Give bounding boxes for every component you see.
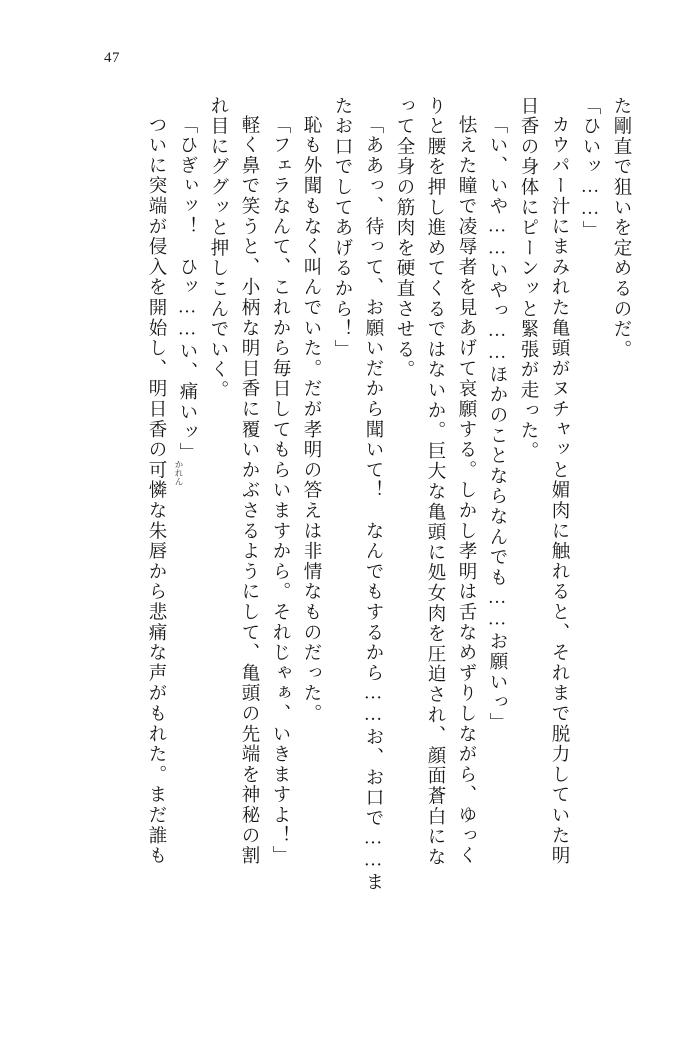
text-column: カウパー汁にまみれた亀頭がヌチャッと媚肉に触れると、それまで脱力していた明: [549, 115, 569, 867]
text-column: 「フェラなんて、これから毎日してもらいますから。それじゃぁ、いきますよ！」: [270, 115, 290, 867]
text-column: って全身の筋肉を硬直させる。: [394, 96, 414, 381]
text-column: 「ひいッ……」: [580, 96, 600, 242]
vertical-text-block: [75, 96, 635, 976]
text-column: 日香の身体にピーンッと緊張が走った。: [518, 96, 538, 462]
text-column: れ目にググッと押しこんでいく。: [208, 96, 228, 401]
text-column: 軽く鼻で笑うと、小柄な明日香に覆いかぶさるようにして、亀頭の先端を神秘の割: [239, 115, 259, 867]
ruby-host: 可憐 かれん: [146, 460, 184, 501]
text-column: ついに突端が侵入を開始し、明日香の可憐 かれん な朱唇から悲痛な声がもれた。まだ誰も: [139, 96, 170, 976]
page-number: 47: [104, 50, 120, 66]
text-column: りと腰を押し進めてくるではないか。巨大な亀頭に処女肉を圧迫され、顔面蒼白にな: [425, 96, 445, 868]
text-column: 「ああっ、待って、お願いだから聞いて！ なんでもするから……お、お口で……ま: [363, 115, 383, 893]
text-column: た剛直で狙いを定めるのだ。: [611, 96, 631, 360]
text-column: たお口でしてあげるから！」: [332, 96, 352, 360]
text-column: 「ひぎぃッ！ ひッ……い、痛いッ」: [177, 115, 197, 464]
text-column: 「い、いや……いやっ……ほかのことならなんでも……お願いっ」: [487, 115, 507, 733]
text-column: 恥も外聞もなく叫んでいた。だが孝明の答えは非情なものだった。: [301, 115, 321, 724]
ruby-annotation: かれん: [174, 460, 184, 486]
text-column: 怯えた瞳で凌辱者を見あげて哀願する。しかし孝明は舌なめずりしながら、ゆっく: [456, 115, 476, 867]
